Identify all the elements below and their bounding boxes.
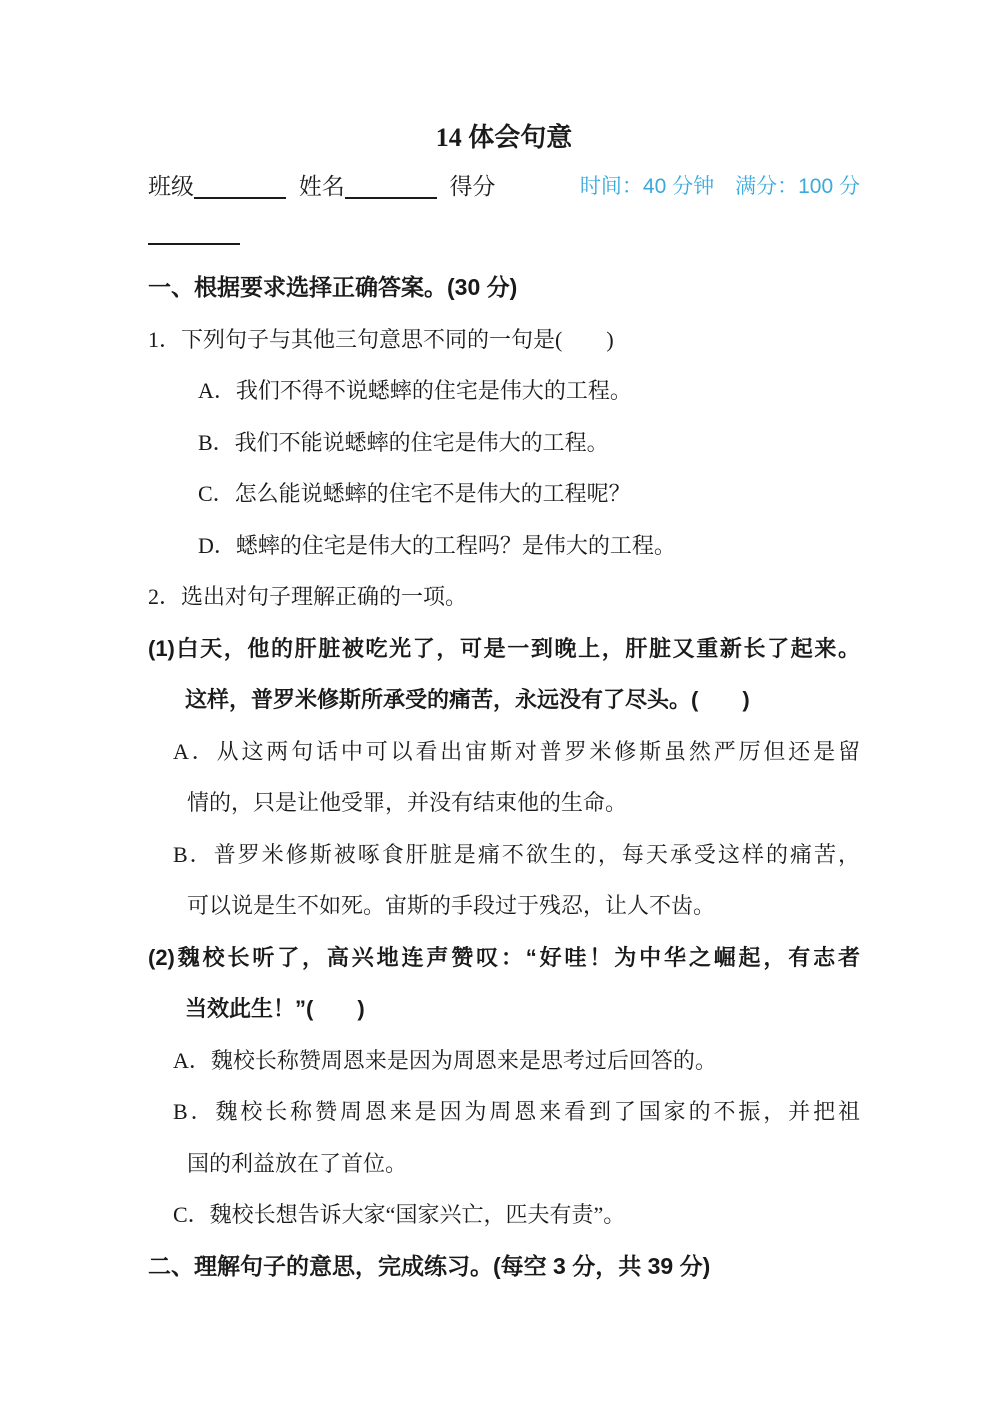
q2-sub2-stem-line1: (2)魏校长听了，高兴地连声赞叹：“好哇！为中华之崛起，有志者 <box>148 944 860 970</box>
worksheet-content <box>148 118 860 1292</box>
q2-sub2-option-a: A．魏校长称赞周恩来是因为周恩来是思考过后回答的。 <box>173 1047 717 1073</box>
q2-sub2-option-b-line2: 国的利益放在了首位。 <box>187 1150 408 1176</box>
q1-option-c: C．怎么能说蟋蟀的住宅不是伟大的工程呢？ <box>198 481 631 506</box>
section1-heading: 一、根据要求选择正确答案。(30 分) <box>148 274 518 300</box>
q2-sub1-stem-line1: (1)白天，他的肝脏被吃光了，可是一到晚上，肝脏又重新长了起来。 <box>148 635 860 661</box>
score-blank-line <box>148 242 240 245</box>
class-label: 班级 <box>148 174 194 199</box>
q2-stem: 2．选出对句子理解正确的一项。 <box>148 584 468 609</box>
time-fullscore-info: 时间：40 分钟 满分：100 分 <box>579 175 860 198</box>
name-label: 姓名 <box>298 174 345 199</box>
q1-option-b: B．我们不能说蟋蟀的住宅是伟大的工程。 <box>198 429 609 455</box>
q2-sub1-option-a-line2: 情的，只是让他受罪，并没有结束他的生命。 <box>187 790 628 815</box>
q1-option-d: D．蟋蟀的住宅是伟大的工程吗？是伟大的工程。 <box>198 532 676 558</box>
q2-sub2-stem-line2: 当效此生！”( ) <box>185 996 365 1021</box>
class-blank-line <box>194 196 286 199</box>
q2-sub1-stem-line2: 这样，普罗米修斯所承受的痛苦，永远没有了尽头。( ) <box>185 687 750 712</box>
page-title: 14 体会句意 <box>435 123 573 152</box>
q2-sub1-option-b-line1: B．普罗米修斯被啄食肝脏是痛不欲生的，每天承受这样的痛苦， <box>173 841 860 867</box>
name-blank-line <box>345 196 437 199</box>
q1-stem: 1．下列句子与其他三句意思不同的一句是( ) <box>148 326 614 352</box>
score-label: 得分 <box>449 174 496 199</box>
q2-sub2-option-b-line1: B．魏校长称赞周恩来是因为周恩来看到了国家的不振，并把祖 <box>173 1099 860 1124</box>
q2-sub1-option-a-line1: A．从这两句话中可以看出宙斯对普罗米修斯虽然严厉但还是留 <box>173 738 860 764</box>
q2-sub2-option-c: C．魏校长想告诉大家“国家兴亡，匹夫有责”。 <box>173 1202 626 1227</box>
q1-option-a: A．我们不得不说蟋蟀的住宅是伟大的工程。 <box>198 378 632 403</box>
q2-sub1-option-b-line2: 可以说是生不如死。宙斯的手段过于残忍，让人不齿。 <box>187 893 716 918</box>
info-header <box>148 164 860 256</box>
section2-heading: 二、理解句子的意思，完成练习。(每空 3 分，共 39 分) <box>148 1252 711 1279</box>
